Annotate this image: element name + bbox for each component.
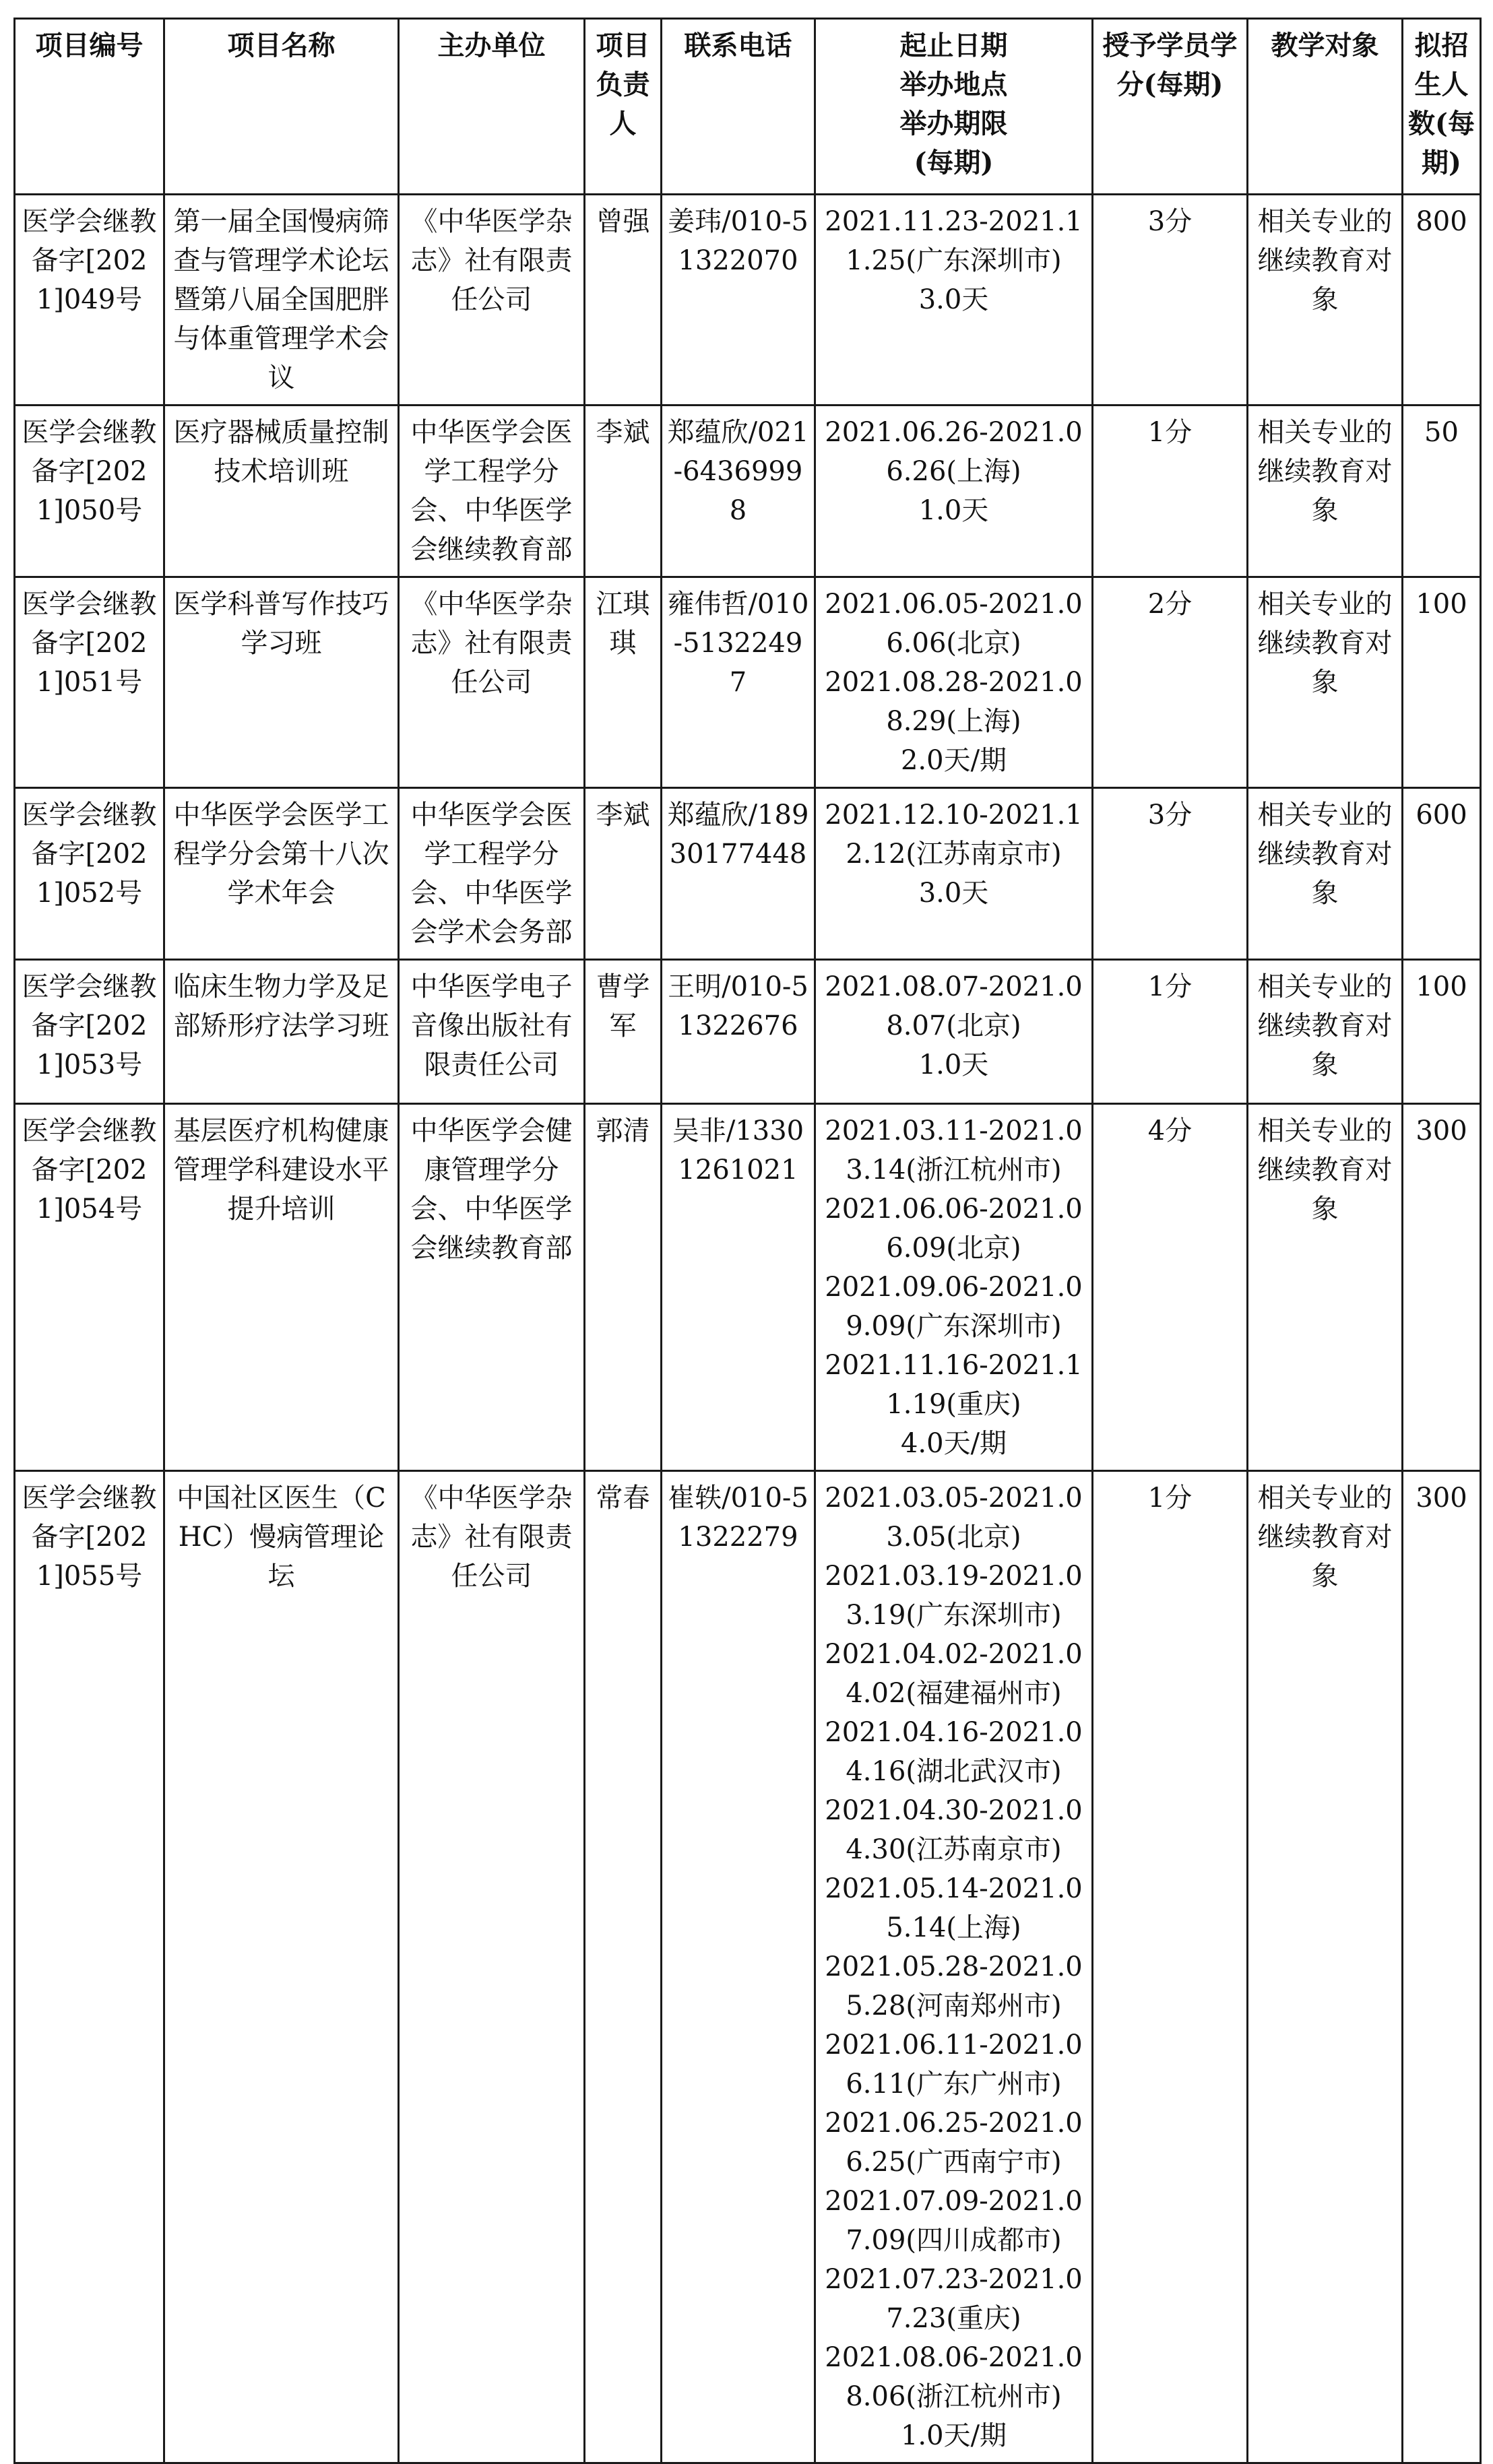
table-row — [15, 960, 1481, 1104]
schedule-line: 2021.06.26-2021.06.26(上海) — [825, 417, 1083, 487]
header-code: 项目编号 — [15, 19, 164, 195]
audience-cell: 相关专业的继续教育对象 — [1248, 960, 1403, 1104]
project-table — [13, 18, 1482, 2464]
schedule-line: 1.0天/期 — [900, 2420, 1007, 2451]
leader-cell: 郭清 — [585, 1104, 662, 1471]
header-organizer: 主办单位 — [399, 19, 585, 195]
table-row — [15, 1471, 1481, 2463]
schedule-line: 2021.06.25-2021.06.25(广西南宁市) — [825, 2108, 1083, 2178]
phone-cell: 王明/010-51322676 — [662, 960, 815, 1104]
schedule-line: 2.0天/期 — [900, 745, 1007, 776]
organizer-cell: 《中华医学杂志》社有限责任公司 — [399, 195, 585, 406]
credits-cell: 1分 — [1093, 960, 1248, 1104]
project-name-cell: 医疗器械质量控制技术培训班 — [164, 406, 399, 577]
schedule-line: 2021.08.07-2021.08.07(北京) — [825, 971, 1083, 1041]
header-audience: 教学对象 — [1248, 19, 1403, 195]
schedule-cell — [815, 1471, 1093, 2463]
project-code-cell: 医学会继教备字[2021]053号 — [15, 960, 164, 1104]
organizer-cell: 中华医学会医学工程学分会、中华医学会继续教育部 — [399, 406, 585, 577]
enrollment-cell: 50 — [1403, 406, 1481, 577]
enrollment-cell: 300 — [1403, 1104, 1481, 1471]
schedule-line: 2021.04.16-2021.04.16(湖北武汉市) — [825, 1717, 1083, 1787]
schedule-line: 2021.03.19-2021.03.19(广东深圳市) — [825, 1561, 1083, 1631]
leader-cell: 常春 — [585, 1471, 662, 2463]
project-name-cell: 基层医疗机构健康管理学科建设水平提升培训 — [164, 1104, 399, 1471]
header-dates-line: 起止日期 — [899, 30, 1008, 61]
enrollment-cell: 800 — [1403, 195, 1481, 406]
table-row — [15, 1104, 1481, 1471]
schedule-line: 2021.12.10-2021.12.12(江苏南京市) — [825, 800, 1083, 870]
project-name-cell: 第一届全国慢病筛查与管理学术论坛暨第八届全国肥胖与体重管理学术会议 — [164, 195, 399, 406]
audience-cell: 相关专业的继续教育对象 — [1248, 577, 1403, 788]
schedule-line: 3.0天 — [918, 878, 989, 909]
schedule-line: 3.0天 — [918, 284, 989, 315]
schedule-line: 2021.07.23-2021.07.23(重庆) — [825, 2264, 1083, 2334]
audience-cell: 相关专业的继续教育对象 — [1248, 788, 1403, 960]
schedule-line: 2021.08.06-2021.08.06(浙江杭州市) — [825, 2342, 1083, 2412]
schedule-line: 2021.06.06-2021.06.09(北京) — [825, 1194, 1083, 1264]
credits-cell: 3分 — [1093, 788, 1248, 960]
schedule-cell — [815, 788, 1093, 960]
project-code-cell: 医学会继教备字[2021]051号 — [15, 577, 164, 788]
schedule-line: 2021.08.28-2021.08.29(上海) — [825, 667, 1083, 737]
header-dates — [815, 19, 1093, 195]
credits-cell: 1分 — [1093, 1471, 1248, 2463]
project-name-cell: 医学科普写作技巧学习班 — [164, 577, 399, 788]
schedule-cell — [815, 960, 1093, 1104]
leader-cell: 曾强 — [585, 195, 662, 406]
project-name-cell: 临床生物力学及足部矫形疗法学习班 — [164, 960, 399, 1104]
table-row — [15, 788, 1481, 960]
audience-cell: 相关专业的继续教育对象 — [1248, 1104, 1403, 1471]
header-name: 项目名称 — [164, 19, 399, 195]
project-code-cell: 医学会继教备字[2021]049号 — [15, 195, 164, 406]
credits-cell: 3分 — [1093, 195, 1248, 406]
project-code-cell: 医学会继教备字[2021]052号 — [15, 788, 164, 960]
header-dates-line: 举办期限 — [899, 108, 1008, 139]
header-dates-line: (每期) — [914, 147, 994, 179]
schedule-cell — [815, 406, 1093, 577]
schedule-line: 4.0天/期 — [900, 1428, 1007, 1459]
header-leader: 项目负责人 — [585, 19, 662, 195]
phone-cell: 郑蕴欣/021-64369998 — [662, 406, 815, 577]
schedule-cell — [815, 1104, 1093, 1471]
project-name-cell: 中国社区医生（CHC）慢病管理论坛 — [164, 1471, 399, 2463]
organizer-cell: 中华医学会健康管理学分会、中华医学会继续教育部 — [399, 1104, 585, 1471]
phone-cell: 雍伟哲/010-51322497 — [662, 577, 815, 788]
project-code-cell: 医学会继教备字[2021]054号 — [15, 1104, 164, 1471]
project-code-cell: 医学会继教备字[2021]050号 — [15, 406, 164, 577]
schedule-cell — [815, 195, 1093, 406]
schedule-line: 2021.06.11-2021.06.11(广东广州市) — [825, 2030, 1083, 2100]
phone-cell: 崔轶/010-51322279 — [662, 1471, 815, 2463]
header-phone: 联系电话 — [662, 19, 815, 195]
table-row — [15, 406, 1481, 577]
phone-cell: 吴非/13301261021 — [662, 1104, 815, 1471]
schedule-cell — [815, 577, 1093, 788]
schedule-line: 2021.09.06-2021.09.09(广东深圳市) — [825, 1272, 1083, 1342]
schedule-line: 1.0天 — [918, 1049, 989, 1080]
schedule-line: 2021.05.14-2021.05.14(上海) — [825, 1873, 1083, 1943]
schedule-line: 2021.04.02-2021.04.02(福建福州市) — [825, 1639, 1083, 1709]
table-row — [15, 577, 1481, 788]
leader-cell: 江琪琪 — [585, 577, 662, 788]
leader-cell: 李斌 — [585, 788, 662, 960]
table-body — [15, 195, 1481, 2463]
enrollment-cell: 300 — [1403, 1471, 1481, 2463]
credits-cell: 2分 — [1093, 577, 1248, 788]
organizer-cell: 中华医学电子音像出版社有限责任公司 — [399, 960, 585, 1104]
audience-cell: 相关专业的继续教育对象 — [1248, 406, 1403, 577]
schedule-line: 2021.03.11-2021.03.14(浙江杭州市) — [825, 1115, 1083, 1186]
audience-cell: 相关专业的继续教育对象 — [1248, 195, 1403, 406]
enrollment-cell: 100 — [1403, 577, 1481, 788]
leader-cell: 曹学军 — [585, 960, 662, 1104]
phone-cell: 姜玮/010-51322070 — [662, 195, 815, 406]
schedule-line: 2021.11.16-2021.11.19(重庆) — [825, 1350, 1083, 1420]
header-enrollment: 拟招生人数(每期) — [1403, 19, 1481, 195]
schedule-line: 2021.06.05-2021.06.06(北京) — [825, 589, 1083, 659]
organizer-cell: 《中华医学杂志》社有限责任公司 — [399, 1471, 585, 2463]
organizer-cell: 《中华医学杂志》社有限责任公司 — [399, 577, 585, 788]
schedule-line: 2021.04.30-2021.04.30(江苏南京市) — [825, 1795, 1083, 1865]
leader-cell: 李斌 — [585, 406, 662, 577]
audience-cell: 相关专业的继续教育对象 — [1248, 1471, 1403, 2463]
schedule-line: 2021.11.23-2021.11.25(广东深圳市) — [825, 206, 1083, 276]
header-row — [15, 19, 1481, 195]
schedule-line: 1.0天 — [918, 495, 989, 526]
enrollment-cell: 100 — [1403, 960, 1481, 1104]
enrollment-cell: 600 — [1403, 788, 1481, 960]
schedule-line: 2021.07.09-2021.07.09(四川成都市) — [825, 2186, 1083, 2256]
project-name-cell: 中华医学会医学工程学分会第十八次学术年会 — [164, 788, 399, 960]
header-dates-line: 举办地点 — [899, 69, 1008, 100]
schedule-line: 2021.03.05-2021.03.05(北京) — [825, 1483, 1083, 1553]
phone-cell: 郑蕴欣/18930177448 — [662, 788, 815, 960]
schedule-line: 2021.05.28-2021.05.28(河南郑州市) — [825, 1951, 1083, 2021]
organizer-cell: 中华医学会医学工程学分会、中华医学会学术会务部 — [399, 788, 585, 960]
credits-cell: 4分 — [1093, 1104, 1248, 1471]
table-row — [15, 195, 1481, 406]
project-code-cell: 医学会继教备字[2021]055号 — [15, 1471, 164, 2463]
credits-cell: 1分 — [1093, 406, 1248, 577]
header-credits: 授予学员学分(每期) — [1093, 19, 1248, 195]
